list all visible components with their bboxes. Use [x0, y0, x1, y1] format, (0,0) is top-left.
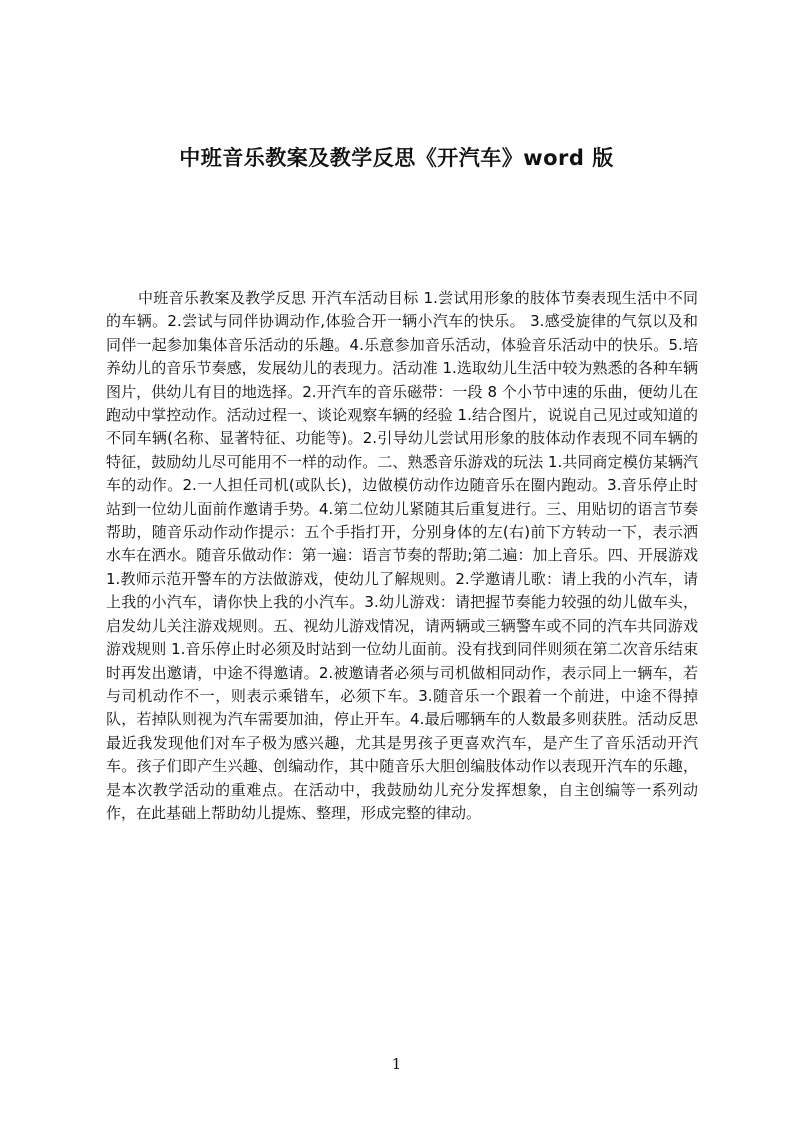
page-number: 1 — [391, 1055, 402, 1073]
document-title: 中班音乐教案及教学反思《开汽车》word 版 — [179, 146, 614, 170]
document-body: 中班音乐教案及教学反思 开汽车活动目标 1.尝试用形象的肢体节奏表现生活中不同的车辆。2.尝试与同伴协调动作,体验合开一辆小汽车的快乐。 3.感受旋律的气氛以及和同伴一起参加集体音乐活动的乐趣。4.乐意参加音乐活动，体验音乐活动中的快乐。5.培养幼儿的音乐节奏感，发展幼儿的表现力。活动准 1.选取幼儿生活中较为熟悉的各种车辆图片，供幼儿有目的地选择。2.开汽车的音乐磁带：一段 8 个小节中速的乐曲，便幼儿在跑动中掌控动作。活动过程一、谈论观察车辆的经验 1.结合图片，说说自己见过或知道的不同车辆(名称、显著特征、功能等)。2.引导幼儿尝试用形象的肢体动作表现不同车辆的特征，鼓励幼儿尽可能用不一样的动作。二、熟悉音乐游戏的玩法 1.共同商定模仿某辆汽车的动作。2.一人担任司机(或队长)，边做模仿动作边随音乐在圈内跑动。3.音乐停止时站到一位幼儿面前作邀请手势。4.第二位幼儿紧随其后重复进行。三、用贴切的语言节奏帮助，随音乐动作动作提示：五个手指打开，分别身体的左(右)前下方转动一下，表示洒水车在洒水。随音乐做动作：第一遍：语言节奏的帮助;第二遍：加上音乐。四、开展游戏 1.教师示范开警车的方法做游戏，使幼儿了解规则。2.学邀请儿歌：请上我的小汽车，请上我的小汽车，请你快上我的小汽车。3.幼儿游戏：请把握节奏能力较强的幼儿做车头，启发幼儿关注游戏规则。五、视幼儿游戏情况，请两辆或三辆警车或不同的汽车共同游戏游戏规则 1.音乐停止时必须及时站到一位幼儿面前。没有找到同伴则须在第二次音乐结束时再发出邀请，中途不得邀请。2.被邀请者必须与司机做相同动作，表示同上一辆车，若与司机动作不一，则表示乘错车，必须下车。3.随音乐一个跟着一个前进，中途不得掉队，若掉队则视为汽车需要加油，停止开车。4.最后哪辆车的人数最多则获胜。活动反思最近我发现他们对车子极为感兴趣，尤其是男孩子更喜欢汽车，是产生了音乐活动开汽车。孩子们即产生兴趣、创编动作，其中随音乐大胆创编肢体动作以表现开汽车的乐趣，是本次教学活动的重难点。在活动中，我鼓励幼儿充分发挥想象，自主创编等一系列动作，在此基础上帮助幼儿提炼、整理，形成完整的律动。 — [106, 289, 698, 822]
